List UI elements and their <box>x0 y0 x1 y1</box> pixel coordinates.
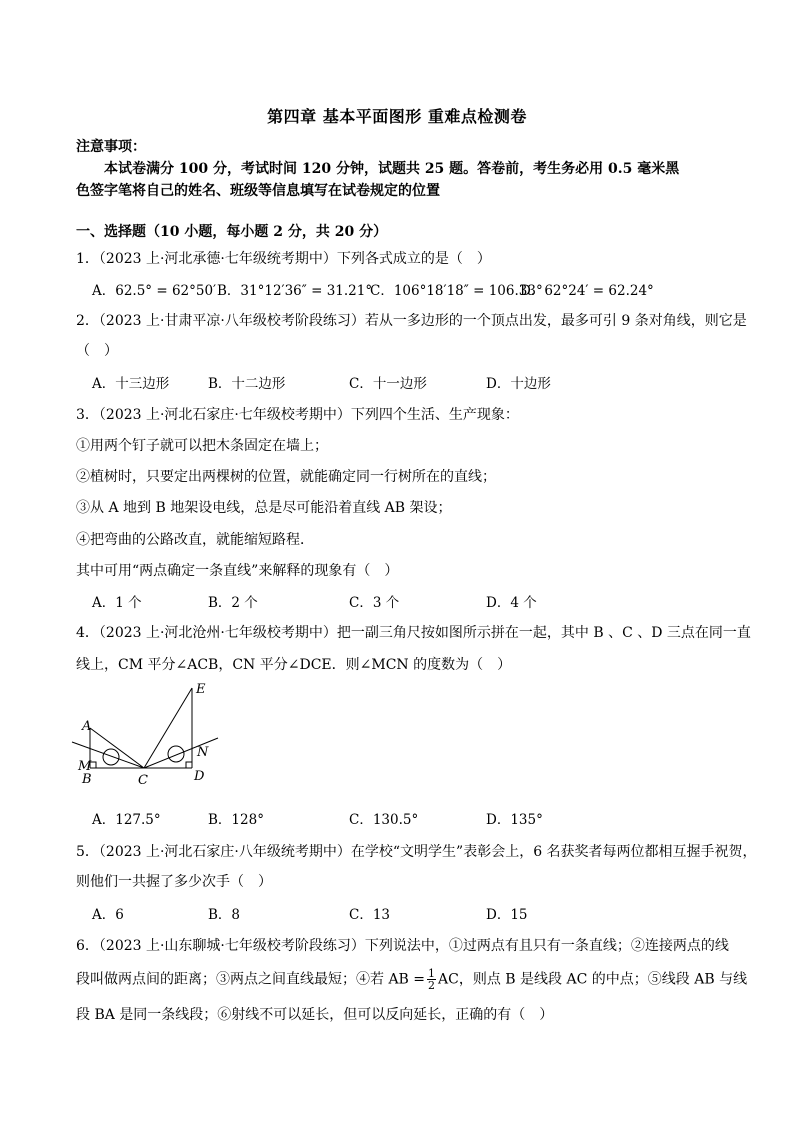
q5-option-b: B．8 <box>208 907 241 923</box>
q3-option-a: A．1 个 <box>92 595 142 611</box>
q5-option-a: A．6 <box>92 907 124 923</box>
q3-item-1: ①用两个钉子就可以把木条固定在墙上； <box>76 438 328 454</box>
q3-item-2: ②植树时，只要定出两棵树的位置，就能确定同一行树所在的直线； <box>76 469 496 485</box>
label-a: A <box>82 719 92 734</box>
fraction-numerator: 1 <box>428 967 436 980</box>
q4-stem-line-1: 4．（2023 上·河北沧州·七年级校考期中）把一副三角尺按如图所示拼在一起，其中 B 、C 、D 三点在同一直 <box>76 625 751 641</box>
q1-option-a: A．62.5° = 62°50′ <box>92 283 217 299</box>
q6-line-2-end: AC，则点 B 是线段 AC 的中点；⑤线段 AB 与线 <box>438 971 748 988</box>
label-d: D <box>194 769 205 784</box>
q1-option-d: D．62°24′ = 62.24° <box>520 283 654 299</box>
q2-stem-line-1: 2．（2023 上·甘肃平凉·八年级校考阶段练习）若从一多边形的一个顶点出发，最多可引 9 条对角线，则它是 <box>76 313 747 329</box>
section-heading: 一、选择题（10 小题，每小题 2 分，共 20 分） <box>76 224 388 240</box>
label-m: M <box>78 759 92 774</box>
q5-option-c: C．13 <box>349 907 391 923</box>
q3-option-c: C．3 个 <box>349 595 400 611</box>
q1-stem: 1．（2023 上·河北承德·七年级统考期中）下列各式成立的是（ ） <box>76 251 491 267</box>
label-e: E <box>196 682 206 697</box>
q5-stem-line-1: 5．（2023 上·河北石家庄·八年级统考期中）在学校“文明学生”表彰会上，6 名获奖者每两位都相互握手祝贺， <box>76 844 757 860</box>
triangle-ruler-figure <box>68 680 228 786</box>
q2-option-a: A．十三边形 <box>92 376 170 392</box>
q4-option-d: D．135° <box>486 812 543 828</box>
q2-option-d: D．十边形 <box>486 376 551 392</box>
q1-option-c: C．106°18′18″ = 106.33° <box>370 283 543 299</box>
q3-item-4: ④把弯曲的公路改直，就能缩短路程． <box>76 532 314 548</box>
q4-option-b: B．128° <box>208 812 264 828</box>
right-angle-mark-d <box>186 762 192 768</box>
q5-option-d: D．15 <box>486 907 528 923</box>
q4-stem-line-2: 线上，CM 平分∠ACB，CN 平分∠DCE．则∠MCN 的度数为（ ） <box>76 657 512 673</box>
notice-line-2: 色签字笔将自己的姓名、班级等信息填写在试卷规定的位置 <box>76 183 440 199</box>
q4-option-a: A．127.5° <box>92 812 161 828</box>
q4-option-c: C．130.5° <box>349 812 419 828</box>
notice-line-1: 本试卷满分 100 分，考试时间 120 分钟，试题共 25 题。答卷前，考生务必用 0.5 毫米黑 <box>104 161 680 177</box>
q3-question: 其中可用“两点确定一条直线”来解释的现象有（ ） <box>76 563 399 579</box>
label-n: N <box>197 745 209 760</box>
q3-stem: 3．（2023 上·河北石家庄·七年级校考期中）下列四个生活、生产现象： <box>76 407 519 423</box>
circle-left <box>103 749 119 765</box>
label-c: C <box>138 773 148 786</box>
q6-line-3: 段 BA 是同一条线段；⑥射线不可以延长，但可以反向延长，正确的有（ ） <box>76 1007 554 1023</box>
q6-line-1: 6．（2023 上·山东聊城·七年级校考阶段练习）下列说法中，①过两点有且只有一条直线；②连接两点的线 <box>76 938 729 954</box>
fraction-denominator: 2 <box>428 979 436 992</box>
q2-stem-line-2: （ ） <box>76 343 118 359</box>
q6-line-2 <box>76 967 748 992</box>
q2-option-b: B．十二边形 <box>208 376 286 392</box>
q3-item-3: ③从 A 地到 B 地架设电线，总是尽可能沿着直线 AB 架设； <box>76 500 452 516</box>
q3-option-d: D．4 个 <box>486 595 537 611</box>
circle-right <box>168 746 184 762</box>
notice-heading: 注意事项： <box>76 139 146 155</box>
q3-option-b: B．2 个 <box>208 595 258 611</box>
fraction-one-half <box>427 968 436 991</box>
q1-option-b: B．31°12′36″ = 31.21° <box>217 283 373 299</box>
q6-line-2-start: 段叫做两点间的距离；③两点之间直线最短；④若 AB = <box>76 971 426 988</box>
q2-option-c: C．十一边形 <box>349 376 427 392</box>
page-title: 第四章 基本平面图形 重难点检测卷 <box>267 107 527 126</box>
q5-stem-line-2: 则他们一共握了多少次手（ ） <box>76 874 272 890</box>
label-b: B <box>82 772 92 786</box>
